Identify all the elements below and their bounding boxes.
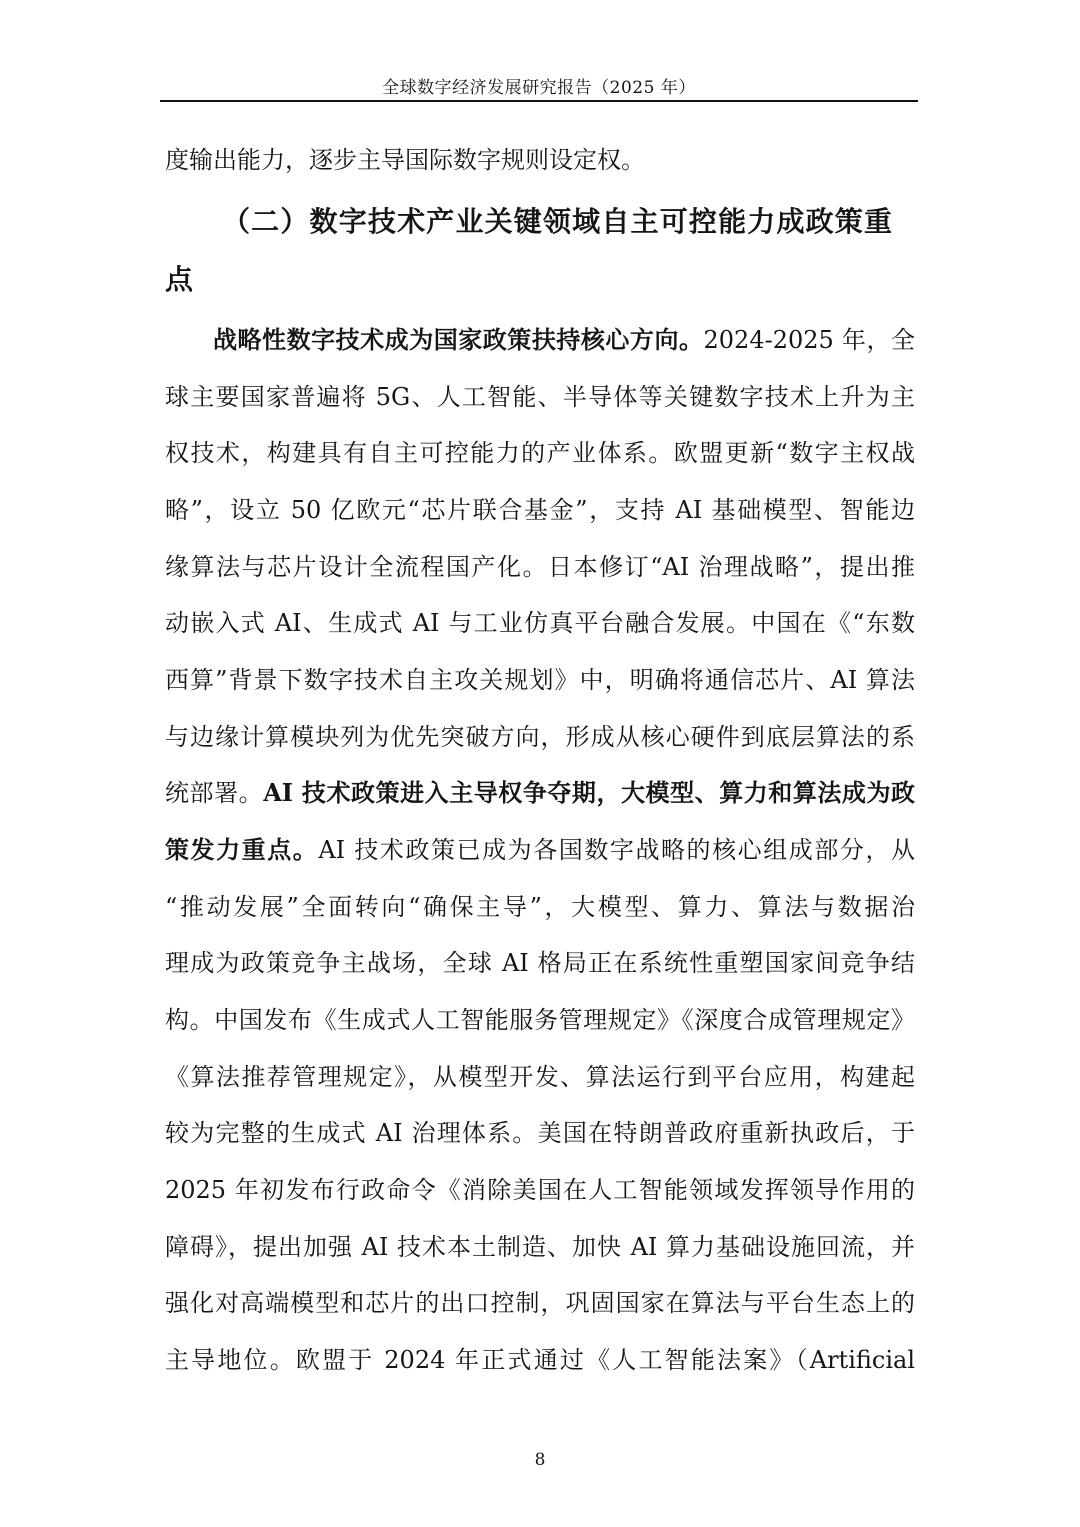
body-text: 较为完整的生成式 AI 治理体系。美国在特朗普政府重新执政后，于: [165, 1119, 915, 1147]
body-text: 2024-2025 年，全: [703, 326, 915, 354]
body-line: [165, 660, 915, 700]
body-line: [165, 717, 915, 757]
body-line: [165, 490, 915, 530]
body-text: 缘算法与芯片设计全流程国产化。日本修订“AI 治理战略”，提出推: [165, 553, 915, 581]
body-line: [165, 1283, 915, 1323]
header-rule: [160, 100, 918, 102]
section-heading-line-1: （二）数字技术产业关键领域自主可控能力成政策重: [222, 205, 892, 238]
body-text: 统部署。: [165, 779, 264, 807]
body-text: 障碍》，提出加强 AI 技术本土制造、加快 AI 算力基础设施回流，并: [165, 1233, 915, 1261]
bold-lead-sentence: 战略性数字技术成为国家政策扶持核心方向。: [213, 325, 704, 354]
body-line: [165, 1113, 915, 1153]
bold-lead-sentence: 策发力重点。: [165, 835, 319, 864]
page-number: 8: [534, 1450, 546, 1470]
body-text: 构。中国发布《生成式人工智能服务管理规定》《深度合成管理规定》: [165, 1006, 915, 1034]
body-line: [165, 943, 915, 983]
body-text: 与边缘计算模块列为优先突破方向，形成从核心硬件到底层算法的系: [165, 723, 915, 751]
continuation-line: 度输出能力，逐步主导国际数字规则设定权。: [165, 146, 645, 174]
body-text: 主导地位。欧盟于 2024 年正式通过《人工智能法案》（Artificial: [165, 1346, 915, 1374]
body-text: 球主要国家普遍将 5G、人工智能、半导体等关键数字技术上升为主: [165, 383, 915, 411]
body-text: 2025 年初发布行政命令《消除美国在人工智能领域发挥领导作用的: [165, 1176, 915, 1204]
body-line: [165, 830, 915, 870]
body-line: [165, 1000, 915, 1040]
body-text: 权技术，构建具有自主可控能力的产业体系。欧盟更新“数字主权战: [165, 439, 915, 467]
body-line: [165, 433, 915, 473]
body-text: AI 技术政策已成为各国数字战略的核心组成部分，从: [318, 836, 915, 864]
body-line: [165, 887, 915, 927]
body-line: [165, 547, 915, 587]
running-header: 全球数字经济发展研究报告（2025 年）: [382, 78, 696, 98]
body-text: 西算”背景下数字技术自主攻关规划》中，明确将通信芯片、AI 算法: [165, 666, 915, 694]
body-text: 略”，设立 50 亿欧元“芯片联合基金”，支持 AI 基础模型、智能边: [165, 496, 915, 524]
body-line: [165, 603, 915, 643]
body-line: [165, 377, 915, 417]
body-text: 《算法推荐管理规定》，从模型开发、算法运行到平台应用，构建起: [165, 1063, 915, 1091]
body-text: “推动发展”全面转向“确保主导”，大模型、算力、算法与数据治: [165, 893, 915, 921]
body-line: [165, 773, 915, 813]
body-line: [165, 1227, 915, 1267]
bold-lead-sentence: AI 技术政策进入主导权争夺期，大模型、算力和算法成为政: [263, 778, 916, 807]
body-line: [165, 1057, 915, 1097]
body-text: 动嵌入式 AI、生成式 AI 与工业仿真平台融合发展。中国在《“东数: [165, 609, 915, 637]
body-line: [165, 1340, 915, 1380]
section-heading-line-2: 点: [165, 263, 194, 296]
body-text: 强化对高端模型和芯片的出口控制，巩固国家在算法与平台生态上的: [165, 1289, 915, 1317]
body-line: [165, 1170, 915, 1210]
body-text: 理成为政策竞争主战场，全球 AI 格局正在系统性重塑国家间竞争结: [165, 949, 915, 977]
body-line: [213, 320, 915, 360]
